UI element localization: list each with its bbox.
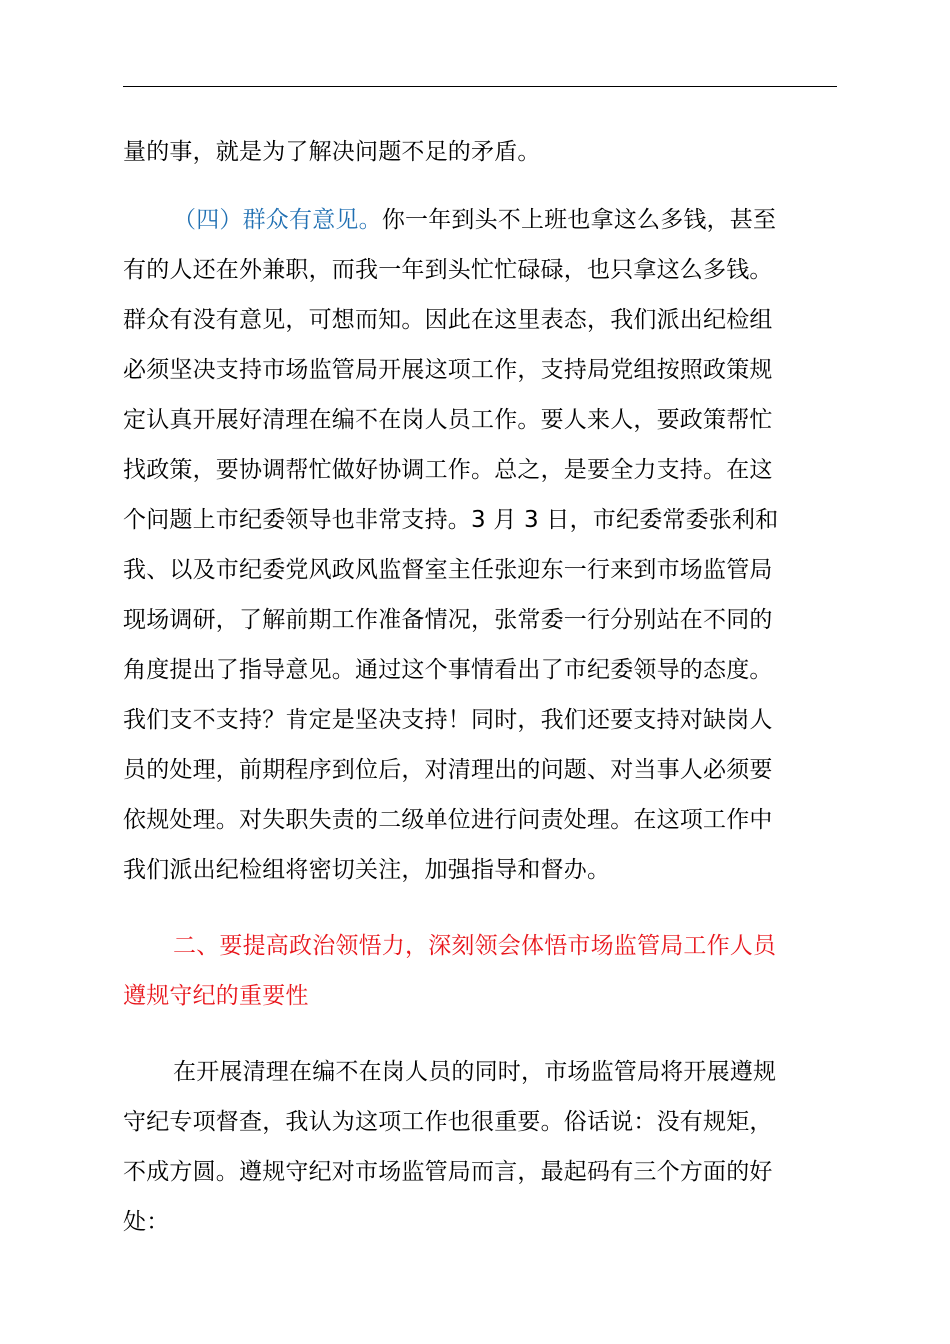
document-page bbox=[123, 0, 837, 1344]
paragraph-text: 你一年到头不上班也拿这么多钱，甚至 bbox=[381, 207, 777, 233]
paragraph-line: 量的事，就是为了解决问题不足的矛盾。 bbox=[123, 139, 541, 165]
paragraph-line: 找政策，要协调帮忙做好协调工作。总之，是要全力支持。在这 bbox=[123, 457, 773, 483]
document-body bbox=[123, 127, 837, 1247]
paragraph-line: 员的处理，前期程序到位后，对清理出的问题、对当事人必须要 bbox=[123, 757, 773, 783]
paragraph-line: 角度提出了指导意见。通过这个事情看出了市纪委领导的态度。 bbox=[123, 657, 773, 683]
paragraph-line bbox=[123, 195, 837, 245]
section-heading: 遵规守纪的重要性 bbox=[123, 983, 309, 1009]
paragraph-line: 依规处理。对失职失责的二级单位进行问责处理。在这项工作中 bbox=[123, 807, 773, 833]
paragraph-line: 我、以及市纪委党风政风监督室主任张迎东一行来到市场监管局 bbox=[123, 557, 773, 583]
paragraph-line: 个问题上市纪委领导也非常支持。3 月 3 日，市纪委常委张利和 bbox=[123, 507, 779, 533]
paragraph-line: 我们支不支持？肯定是坚决支持！同时，我们还要支持对缺岗人 bbox=[123, 707, 773, 733]
section-heading: 二、要提高政治领悟力，深刻领会体悟市场监管局工作人员 bbox=[173, 933, 777, 959]
paragraph-line: 群众有没有意见，可想而知。因此在这里表态，我们派出纪检组 bbox=[123, 307, 773, 333]
paragraph-line: 不成方圆。遵规守纪对市场监管局而言，最起码有三个方面的好 bbox=[123, 1159, 773, 1185]
paragraph-line: 有的人还在外兼职，而我一年到头忙忙碌碌，也只拿这么多钱。 bbox=[123, 257, 773, 283]
paragraph-line: 守纪专项督查，我认为这项工作也很重要。俗话说：没有规矩， bbox=[123, 1109, 773, 1135]
paragraph-line: 现场调研，了解前期工作准备情况，张常委一行分别站在不同的 bbox=[123, 607, 773, 633]
paragraph-line: 处： bbox=[123, 1209, 170, 1235]
section-subheading: （四）群众有意见。 bbox=[173, 207, 382, 233]
paragraph-line: 我们派出纪检组将密切关注，加强指导和督办。 bbox=[123, 857, 611, 883]
paragraph-line: 在开展清理在编不在岗人员的同时，市场监管局将开展遵规 bbox=[173, 1059, 777, 1085]
paragraph-line: 必须坚决支持市场监管局开展这项工作，支持局党组按照政策规 bbox=[123, 357, 773, 383]
header-rule bbox=[123, 86, 837, 87]
paragraph-line: 定认真开展好清理在编不在岗人员工作。要人来人，要政策帮忙 bbox=[123, 407, 773, 433]
